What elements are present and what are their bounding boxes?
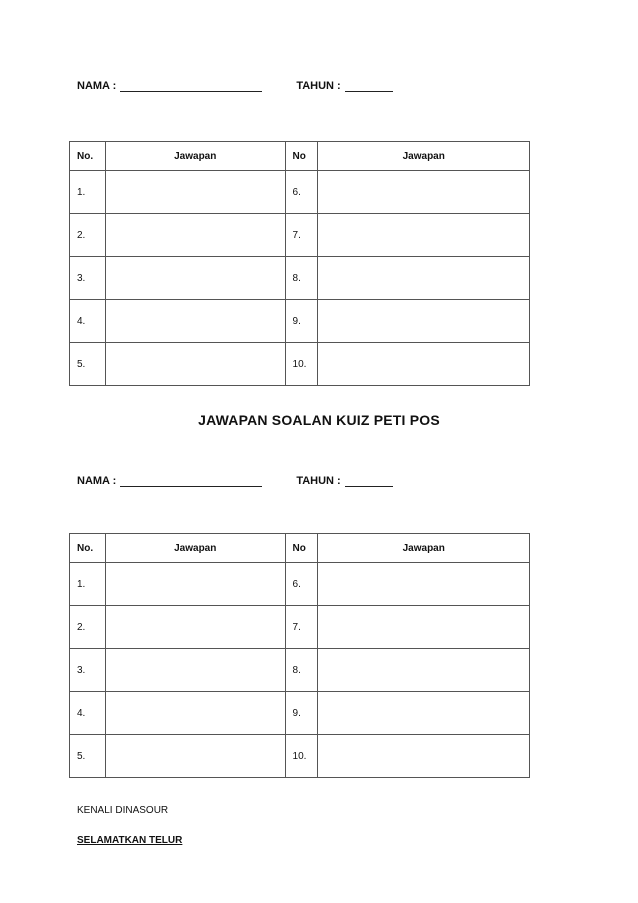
row-number: 9. xyxy=(285,692,318,735)
answer-cell[interactable] xyxy=(318,563,530,606)
answer-cell[interactable] xyxy=(105,649,285,692)
nama-blank[interactable] xyxy=(120,476,262,487)
answer-cell[interactable] xyxy=(105,735,285,778)
answer-cell[interactable] xyxy=(318,300,530,343)
answer-cell[interactable] xyxy=(105,606,285,649)
answer-cell[interactable] xyxy=(105,214,285,257)
table-row xyxy=(70,300,530,343)
header-no: No. xyxy=(70,534,106,563)
row-number: 1. xyxy=(70,563,106,606)
footer-line-2: SELAMATKAN TELUR xyxy=(77,835,183,846)
row-number: 8. xyxy=(285,257,318,300)
row-number: 6. xyxy=(285,563,318,606)
name-year-line-2 xyxy=(77,475,393,487)
answer-cell[interactable] xyxy=(105,300,285,343)
page-title: JAWAPAN SOALAN KUIZ PETI POS xyxy=(198,412,440,428)
row-number: 2. xyxy=(70,214,106,257)
header-jawapan: Jawapan xyxy=(105,142,285,171)
row-number: 5. xyxy=(70,343,106,386)
row-number: 7. xyxy=(285,606,318,649)
header-jawapan: Jawapan xyxy=(105,534,285,563)
row-number: 9. xyxy=(285,300,318,343)
table-row xyxy=(70,343,530,386)
tahun-label: TAHUN : xyxy=(296,475,341,487)
answer-table-1 xyxy=(69,141,530,386)
row-number: 4. xyxy=(70,692,106,735)
row-number: 1. xyxy=(70,171,106,214)
answer-cell[interactable] xyxy=(318,692,530,735)
table-row xyxy=(70,257,530,300)
header-no: No xyxy=(285,534,318,563)
answer-cell[interactable] xyxy=(318,343,530,386)
answer-cell[interactable] xyxy=(318,214,530,257)
answer-cell[interactable] xyxy=(318,735,530,778)
nama-label: NAMA : xyxy=(77,475,117,487)
row-number: 3. xyxy=(70,649,106,692)
nama-label: NAMA : xyxy=(77,80,117,92)
table-row xyxy=(70,563,530,606)
row-number: 10. xyxy=(285,343,318,386)
table-row xyxy=(70,692,530,735)
row-number: 2. xyxy=(70,606,106,649)
table-row xyxy=(70,214,530,257)
row-number: 10. xyxy=(285,735,318,778)
table-row xyxy=(70,649,530,692)
table-header-row xyxy=(70,534,530,563)
answer-cell[interactable] xyxy=(318,606,530,649)
row-number: 6. xyxy=(285,171,318,214)
answer-cell[interactable] xyxy=(318,171,530,214)
tahun-blank[interactable] xyxy=(345,81,393,92)
answer-cell[interactable] xyxy=(318,257,530,300)
header-jawapan: Jawapan xyxy=(318,142,530,171)
table-row xyxy=(70,735,530,778)
answer-cell[interactable] xyxy=(105,257,285,300)
nama-blank[interactable] xyxy=(120,81,262,92)
table-row xyxy=(70,606,530,649)
row-number: 5. xyxy=(70,735,106,778)
footer-line-1: KENALI DINASOUR xyxy=(77,805,169,816)
name-year-line-1 xyxy=(77,80,393,92)
header-no: No xyxy=(285,142,318,171)
answer-cell[interactable] xyxy=(105,171,285,214)
row-number: 3. xyxy=(70,257,106,300)
row-number: 4. xyxy=(70,300,106,343)
answer-table-2 xyxy=(69,533,530,778)
header-no: No. xyxy=(70,142,106,171)
answer-cell[interactable] xyxy=(105,343,285,386)
tahun-blank[interactable] xyxy=(345,476,393,487)
row-number: 7. xyxy=(285,214,318,257)
answer-cell[interactable] xyxy=(318,649,530,692)
tahun-label: TAHUN : xyxy=(296,80,341,92)
answer-cell[interactable] xyxy=(105,563,285,606)
table-header-row xyxy=(70,142,530,171)
row-number: 8. xyxy=(285,649,318,692)
answer-cell[interactable] xyxy=(105,692,285,735)
header-jawapan: Jawapan xyxy=(318,534,530,563)
table-row xyxy=(70,171,530,214)
